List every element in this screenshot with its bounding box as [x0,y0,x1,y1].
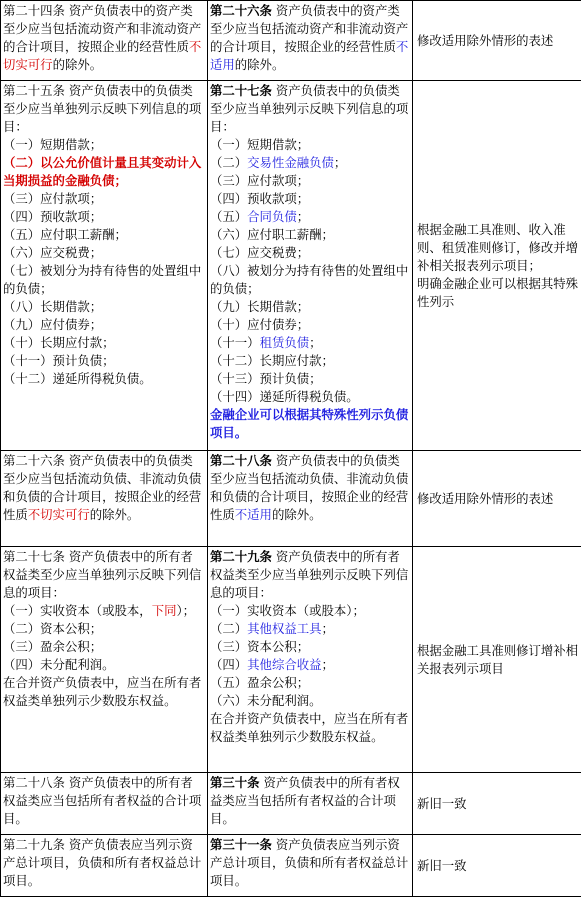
clause-text: （三）盈余公积； [3,639,103,654]
clause-text: （一）短期借款； [3,137,103,152]
clause-text: （三）资本公积； [210,639,310,654]
clause-text: （五） [210,209,248,224]
old-clause-cell [1,773,208,835]
clause-line [210,692,410,710]
clause-line [210,172,410,190]
clause-line [3,136,205,154]
clause-text: （一）实收资本（或股本）； [210,603,365,618]
clause-line [210,244,410,262]
clause-text: （四）预收款项； [210,191,310,206]
table-row [1,81,581,451]
clause-text: （五）应付职工薪酬； [3,227,127,242]
clause-line [3,620,205,638]
clause-text: （三）应付款项； [3,191,103,206]
note-text: 修改适用除外情形的表述 [417,32,554,48]
new-clause-cell [208,1,413,81]
clause-line [3,548,205,602]
clause-line [210,620,410,638]
clause-line [210,190,410,208]
clause-text: 的除外。 [89,507,140,522]
note-cell [413,81,581,451]
clause-text: （六）应交税费； [3,245,103,260]
highlighted-text: 不适用 [210,39,409,72]
clause-text: ； [309,335,322,350]
clause-text: 第二十七条 资产负债表中的所有者权益类至少应当单独列示反映下列信息的项目： [3,549,202,600]
clause-line [210,226,410,244]
clause-text: （七）被划分为持有待售的处置组中的负债； [3,263,202,296]
clause-text: 第二十八条 资产负债表中的所有者权益类应当包括所有者权益的合计项目。 [3,775,202,826]
clause-text: 第二十六条 [210,3,272,18]
clause-text: 第二十九条 资产负债表应当列示资产总计项目，负债和所有者权益总计项目。 [3,837,202,888]
clause-text: 资产负债表中的资产类至少应当包括流动资产和非流动资产的合计项目，按照企业的经营性质 [210,3,409,54]
clause-text: （九）应付债券； [3,317,103,332]
clause-text: 第二十九条 [210,549,272,564]
clause-text: （十二）递延所得税负债。 [3,371,152,386]
clause-line [210,836,410,890]
clause-line [3,154,205,190]
clause-line [3,190,205,208]
clause-text: （四） [210,657,248,672]
note-cell [413,451,581,547]
note-text: 根据金融工具准则、收入准则、租赁准则修订，修改并增补相关报表列示项目； [417,221,579,273]
note-cell [413,835,581,897]
clause-line [3,334,205,352]
highlighted-text: 不切实可行 [3,39,202,72]
clause-line [210,136,410,154]
clause-line [210,602,410,620]
clause-text: （七）应交税费； [210,245,310,260]
clause-line [210,674,410,692]
clause-text: 的除外。 [52,57,103,72]
clause-line [210,154,410,172]
old-clause-cell [1,835,208,897]
clause-text: 第三十条 [210,775,260,790]
clause-text: ； [321,657,334,672]
clause-text: ）； [176,603,196,618]
new-clause-cell [208,547,413,773]
clause-line [210,316,410,334]
clause-text: 第二十六条 资产负债表中的负债类至少应当包括流动负债、非流动负债和负债的合计项目，按照企业的经营性质 [3,453,202,522]
clause-text: （五）盈余公积； [210,675,310,690]
highlighted-text: 交易性金融负债 [247,155,334,170]
clause-text: 第二十八条 [210,453,272,468]
clause-text: ； [333,155,347,170]
clause-line [210,82,410,136]
clause-text: 第二十四条 资产负债表中的资产类至少应当包括流动资产和非流动资产的合计项目，按照企业的经营性质 [3,3,202,54]
clause-line [3,674,205,710]
clause-line [210,548,410,602]
clause-text: ； [321,621,334,636]
highlighted-text: 下同 [151,603,177,618]
clause-text: （八）长期借款； [3,299,103,314]
clause-line [3,452,205,524]
clause-line [3,244,205,262]
note-text: 新旧一致 [417,795,467,811]
clause-text: （四）预收款项； [3,209,103,224]
old-clause-cell [1,81,208,451]
clause-line [3,656,205,674]
highlighted-text: （二）以公允价值计量且其变动计入当期损益的金融负债； [3,155,202,188]
clause-line [210,298,410,316]
old-clause-cell [1,547,208,773]
new-clause-cell [208,773,413,835]
clause-text: （六）应付职工薪酬； [210,227,334,242]
clause-line [210,352,410,370]
clause-text: 资产负债表中的所有者权益类应当包括所有者权益的合计项目。 [210,775,400,826]
clause-text: （四）未分配利润。 [3,657,115,672]
clause-text: 第二十七条 [210,83,272,98]
clause-text: （十一） [210,335,260,350]
clause-text: （十）长期应付款； [3,335,115,350]
clause-text: （一）短期借款； [210,137,310,152]
table-row [1,451,581,547]
highlighted-text: 租赁负债 [259,335,310,350]
clause-text: （二） [210,155,248,170]
table-row [1,1,581,81]
clause-line [210,208,410,226]
new-clause-cell [208,451,413,547]
clause-line [210,656,410,674]
clause-line [3,774,205,828]
clause-line [210,452,410,524]
highlighted-text: 合同负债 [247,209,297,224]
note-cell [413,773,581,835]
highlighted-text: 不适用 [234,507,272,522]
clause-text: （十四）递延所得税负债。 [210,389,359,404]
clause-text: （十三）预计负债； [210,371,322,386]
clause-line [3,2,205,74]
clause-text: （十）应付债券； [210,317,310,332]
highlighted-text: 不切实可行 [27,507,90,522]
clause-text: 在合并资产负债表中，应当在所有者权益类单独列示少数股东权益。 [210,711,409,744]
clause-line [3,262,205,298]
old-clause-cell [1,1,208,81]
clause-text: 资产负债表应当列示资产总计项目，负债和所有者权益总计项目。 [210,837,409,888]
new-clause-cell [208,835,413,897]
clause-text: （二） [210,621,248,636]
note-text: 新旧一致 [417,857,467,873]
clause-line [3,638,205,656]
clause-text: （九）长期借款； [210,299,310,314]
clause-text: 资产负债表中的所有者权益类至少应当单独列示反映下列信息的项目： [210,549,409,600]
clause-text: （十一）预计负债； [3,353,115,368]
clause-line [210,388,410,406]
highlighted-text: 金融企业可以根据其特殊性列示负债项目。 [210,407,409,440]
clause-line [210,638,410,656]
clause-text: 资产负债表中的负债类至少应当单独列示反映下列信息的项目： [210,83,409,134]
clause-line [3,352,205,370]
clause-line [210,774,410,828]
clause-line [3,82,205,136]
new-clause-cell [208,81,413,451]
clause-text: 的除外。 [234,57,285,72]
clause-line [3,226,205,244]
highlighted-text: 其他综合收益 [247,657,322,672]
clause-line [3,370,205,388]
clause-line [210,2,410,74]
highlighted-text: 其他权益工具 [247,621,322,636]
table-body [1,1,581,897]
table-row [1,547,581,773]
clause-text: （二）资本公积； [3,621,103,636]
note-text: 明确金融企业可以根据其特殊性列示 [417,275,579,309]
clause-text: （八）被划分为持有待售的处置组中的负债； [210,263,409,296]
clause-line [3,298,205,316]
table-row [1,835,581,897]
clause-line [210,406,410,442]
clause-line [3,836,205,890]
clause-text: ； [296,209,310,224]
clause-line [3,316,205,334]
note-cell [413,547,581,773]
clause-text: 第二十五条 资产负债表中的负债类至少应当单独列示反映下列信息的项目： [3,83,202,134]
clause-text: 的除外。 [271,507,322,522]
clause-text: （六）未分配利润。 [210,693,322,708]
note-cell [413,1,581,81]
clause-text: 资产负债表中的负债类至少应当包括流动负债、非流动负债和负债的合计项目，按照企业的经营性质 [210,453,409,522]
clause-text: （三）应付款项； [210,173,310,188]
clause-line [210,710,410,746]
table-row [1,773,581,835]
clause-text: （一）实收资本（或股本， [3,603,152,618]
clause-line [210,334,410,352]
old-clause-cell [1,451,208,547]
clause-text: （十二）长期应付款； [210,353,334,368]
clause-text: 第三十一条 [210,837,272,852]
clause-line [3,602,205,620]
clause-line [210,262,410,298]
note-text: 根据金融工具准则修订增补相关报表列示项目 [417,642,579,676]
clause-line [3,208,205,226]
clause-line [210,370,410,388]
note-text: 修改适用除外情形的表述 [417,490,554,506]
clause-text: 在合并资产负债表中，应当在所有者权益类单独列示少数股东权益。 [3,675,202,708]
